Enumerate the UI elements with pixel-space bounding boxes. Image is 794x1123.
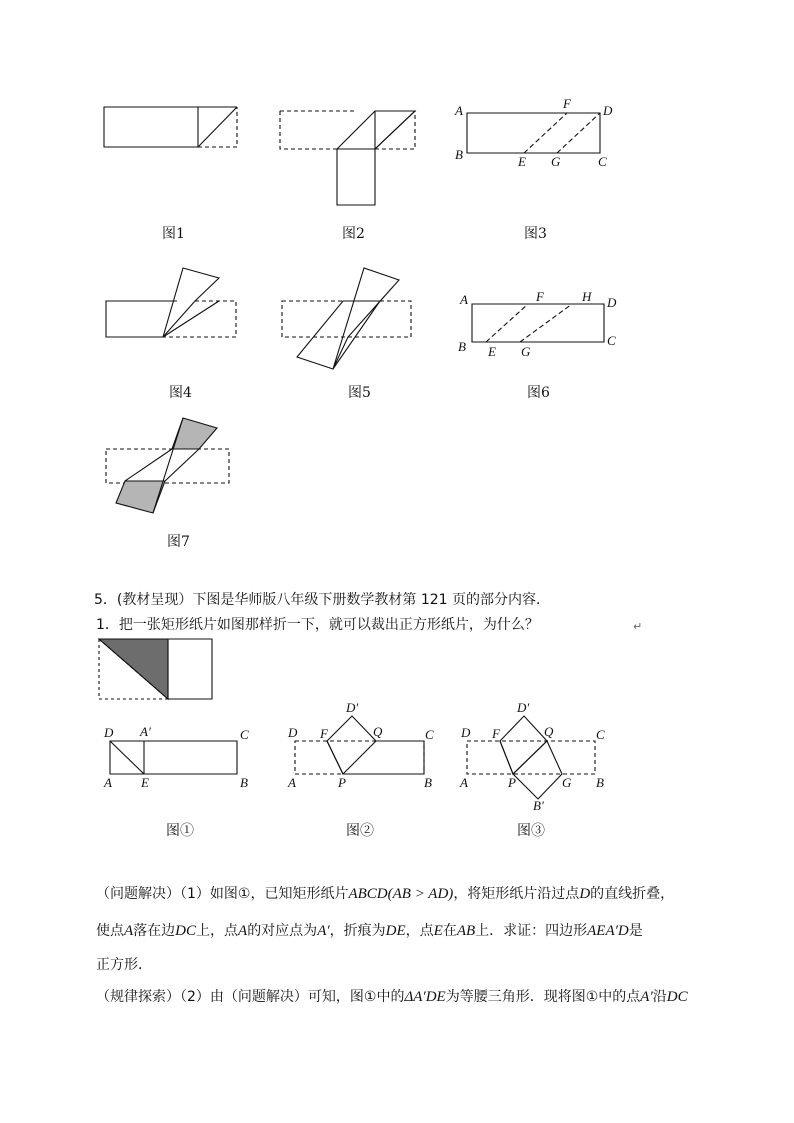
part1-text-l: 是 [628, 923, 643, 939]
fig3-label-d: D [603, 103, 613, 118]
fig-c1-label-d: D [104, 725, 114, 740]
fig-c2-label-b: B [424, 775, 432, 790]
fig-c2-label-q: Q [373, 724, 383, 739]
part2-line1 [96, 987, 688, 1007]
fig-c3-label-b: B [596, 775, 604, 790]
fig6-label-c: C [607, 333, 616, 348]
return-mark: ↵ [633, 620, 643, 633]
caption-figure-3: 图3 [524, 226, 547, 242]
part1-text-e: 落在边 [133, 923, 176, 939]
math-d: D [579, 886, 591, 902]
math-condition: (AB > AD) [387, 886, 454, 902]
math-a: A [124, 923, 134, 939]
fig6-label-f: F [536, 289, 544, 304]
fig-c3-label-f: F [492, 726, 500, 741]
fig3-label-b: B [455, 147, 463, 162]
math-a-prime: A′ [317, 923, 330, 939]
fig-c3-label-a: A [460, 775, 468, 790]
caption-figure-7: 图7 [167, 534, 190, 550]
math-e: E [433, 923, 443, 939]
figure-circle-3-diagram [467, 716, 595, 799]
fig-c3-label-b-prime: B′ [533, 798, 544, 813]
fig-c1-label-e: E [141, 775, 149, 790]
fig-c3-label-p: P [508, 775, 516, 790]
caption-figure-circle-2: 图② [346, 823, 374, 839]
part1-line2 [96, 921, 643, 941]
fig-c2-label-f: F [320, 726, 328, 741]
problem-5-intro: 5．(教材呈现）下图是华师版八年级下册数学教材第 121 页的部分内容． [94, 592, 550, 608]
part1-line1 [96, 884, 674, 904]
part1-text-a: （问题解决）（1）如图①，已知矩形纸片 [96, 886, 349, 902]
fig6-label-d: D [607, 295, 617, 310]
fig-c3-label-q: Q [544, 724, 554, 739]
figure-circle-1-diagram [110, 741, 237, 774]
part2-text-b: 为等腰三角形．现将图①中的点 [445, 989, 641, 1005]
caption-figure-1: 图1 [162, 226, 185, 242]
part1-text-k: 上．求证：四边形 [475, 923, 588, 939]
part1-text-h: ，折痕为 [329, 923, 386, 939]
math-abcd: ABCD [348, 886, 388, 902]
math-a-2: A [238, 923, 248, 939]
caption-figure-6: 图6 [527, 385, 550, 401]
math-a-prime-2: A′ [640, 989, 653, 1005]
fig-c3-label-c: C [596, 727, 605, 742]
fig-c2-label-d: D [288, 725, 298, 740]
fig-c3-label-d-prime: D′ [517, 700, 530, 715]
fig-c1-label-a: A [104, 775, 112, 790]
fig-c2-label-d-prime: D′ [346, 700, 359, 715]
fig-c1-label-c: C [240, 727, 249, 742]
math-aead: AEA′D [587, 923, 629, 939]
caption-figure-circle-1: 图① [166, 823, 194, 839]
fig3-label-f: F [563, 96, 571, 111]
fig3-label-a: A [455, 103, 463, 118]
part1-line3: 正方形． [96, 957, 152, 973]
fig6-label-g: G [521, 344, 531, 359]
fig3-label-g: G [551, 154, 561, 169]
math-triangle: ΔA′DE [404, 989, 446, 1005]
textbook-fold-figure [99, 639, 212, 699]
caption-figure-4: 图4 [169, 385, 192, 401]
part1-text-c: 的直线折叠， [590, 886, 675, 902]
part2-text-a: （规律探索）（2）由（问题解决）可知，图①中的 [96, 989, 405, 1005]
fig-c2-label-p: P [338, 775, 346, 790]
fig6-label-h: H [582, 289, 592, 304]
fig-c3-label-d: D [461, 725, 471, 740]
part1-text-d: 使点 [96, 923, 124, 939]
fig6-label-b: B [458, 339, 466, 354]
caption-figure-circle-3: 图③ [517, 823, 545, 839]
part1-text-f: 上，点 [196, 923, 239, 939]
caption-figure-5: 图5 [348, 385, 371, 401]
math-dc: DC [175, 923, 197, 939]
textbook-question: 1．把一张矩形纸片如图那样折一下，就可以裁出正方形纸片，为什么？ [96, 617, 539, 633]
figure-circle-2-diagram [295, 716, 424, 774]
fig6-label-e: E [488, 344, 496, 359]
caption-figure-2: 图2 [342, 226, 365, 242]
part1-text-b: ，将矩形纸片沿过点 [453, 886, 580, 902]
fig6-label-a: A [460, 292, 468, 307]
fig-c2-label-a: A [288, 775, 296, 790]
fig-c1-label-a-prime: A′ [140, 724, 151, 739]
fig-c1-label-b: B [240, 775, 248, 790]
fig3-label-e: E [518, 154, 526, 169]
part1-text-j: 在 [442, 923, 457, 939]
part1-text-i: ，点 [405, 923, 434, 939]
math-de: DE [385, 923, 406, 939]
fig-c3-label-g: G [562, 775, 572, 790]
math-ab: AB [456, 923, 476, 939]
fig-c2-label-c: C [425, 727, 434, 742]
math-dc-2: DC [666, 989, 688, 1005]
part1-text-g: 的对应点为 [247, 923, 318, 939]
part2-text-c: 沿 [652, 989, 667, 1005]
fig3-label-c: C [598, 154, 607, 169]
